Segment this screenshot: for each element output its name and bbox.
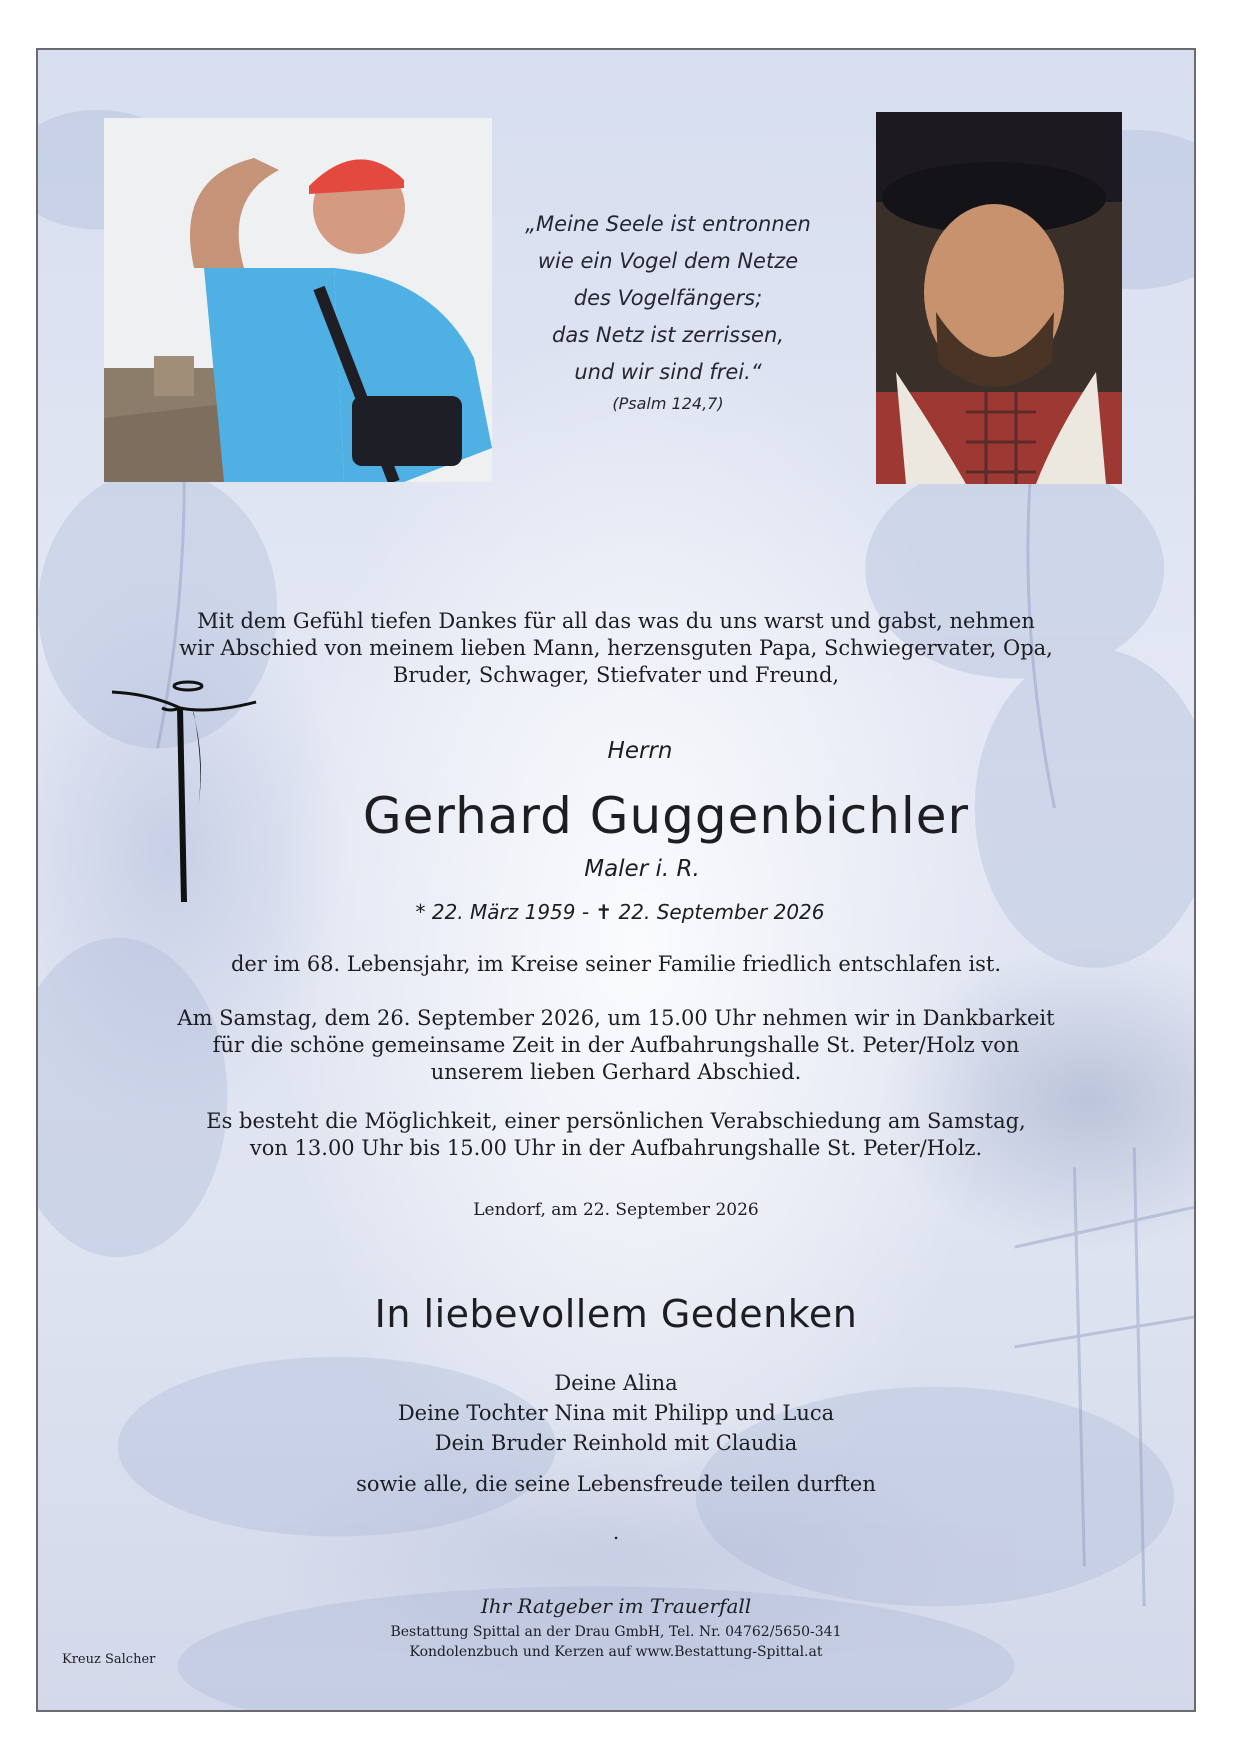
quote-line: und wir sind frei.“ (574, 360, 762, 384)
family-member: Deine Tochter Nina mit Philipp und Luca (397, 1401, 835, 1425)
quote-line: „Meine Seele ist entronnen (525, 212, 811, 236)
quote-line: des Vogelfängers; (573, 286, 763, 310)
psalm-quote (478, 206, 858, 417)
profession: Maler i. R. (584, 856, 700, 882)
portrait-photo-right (876, 112, 1122, 484)
farewell-line: unserem lieben Gerhard Abschied. (430, 1060, 802, 1084)
farewell-line: für die schöne gemeinsame Zeit in der Aufbahrungshalle St. Peter/Holz von (212, 1033, 1020, 1057)
intro-text (38, 608, 1194, 689)
cross-credit: Kreuz Salcher (62, 1652, 156, 1667)
viewing-paragraph (38, 1108, 1194, 1162)
passing-text: der im 68. Lebensjahr, im Kreise seiner Familie friedlich entschlafen ist. (230, 952, 1002, 976)
family-member: Dein Bruder Reinhold mit Claudia (434, 1431, 798, 1455)
condolence-info: Kondolenzbuch und Kerzen auf www.Bestattung-Spittal.at (409, 1644, 823, 1660)
salutation: Herrn (607, 738, 673, 764)
family-member: Deine Alina (554, 1371, 678, 1395)
funeral-home-info: Bestattung Spittal an der Drau GmbH, Tel. Nr. 04762/5650-341 (390, 1624, 842, 1640)
place-date: Lendorf, am 22. September 2026 (473, 1200, 759, 1220)
deceased-name: Gerhard Guggenbichler (362, 787, 970, 845)
intro-line: Mit dem Gefühl tiefen Dankes für all das was du uns warst und gabst, nehmen (197, 609, 1035, 633)
death-notice-card (36, 48, 1196, 1712)
viewing-line: von 13.00 Uhr bis 15.00 Uhr in der Aufbahrungshalle St. Peter/Holz. (249, 1136, 983, 1160)
separator-dot: . (612, 1520, 620, 1544)
quote-line: das Netz ist zerrissen, (552, 323, 784, 347)
farewell-paragraph (38, 1005, 1194, 1086)
farewell-line: Am Samstag, dem 26. September 2026, um 15.00 Uhr nehmen wir in Dankbarkeit (177, 1006, 1055, 1030)
quote-reference: (Psalm 124,7) (612, 394, 724, 413)
portrait-photo-left (104, 118, 492, 482)
memorial-heading: In liebevollem Gedenken (374, 1292, 858, 1336)
intro-line: wir Abschied von meinem lieben Mann, herzensguten Papa, Schwiegervater, Opa, (179, 636, 1053, 660)
viewing-line: Es besteht die Möglichkeit, einer persönlichen Verabschiedung am Samstag, (206, 1109, 1026, 1133)
intro-line: Bruder, Schwager, Stiefvater und Freund, (392, 663, 840, 687)
closing-line: sowie alle, die seine Lebensfreude teilen durften (356, 1472, 876, 1496)
life-dates: * 22. März 1959 - ✝ 22. September 2026 (415, 900, 825, 924)
family-list (38, 1368, 1194, 1458)
footer-title: Ihr Ratgeber im Trauerfall (480, 1594, 752, 1618)
quote-line: wie ein Vogel dem Netze (537, 249, 799, 273)
